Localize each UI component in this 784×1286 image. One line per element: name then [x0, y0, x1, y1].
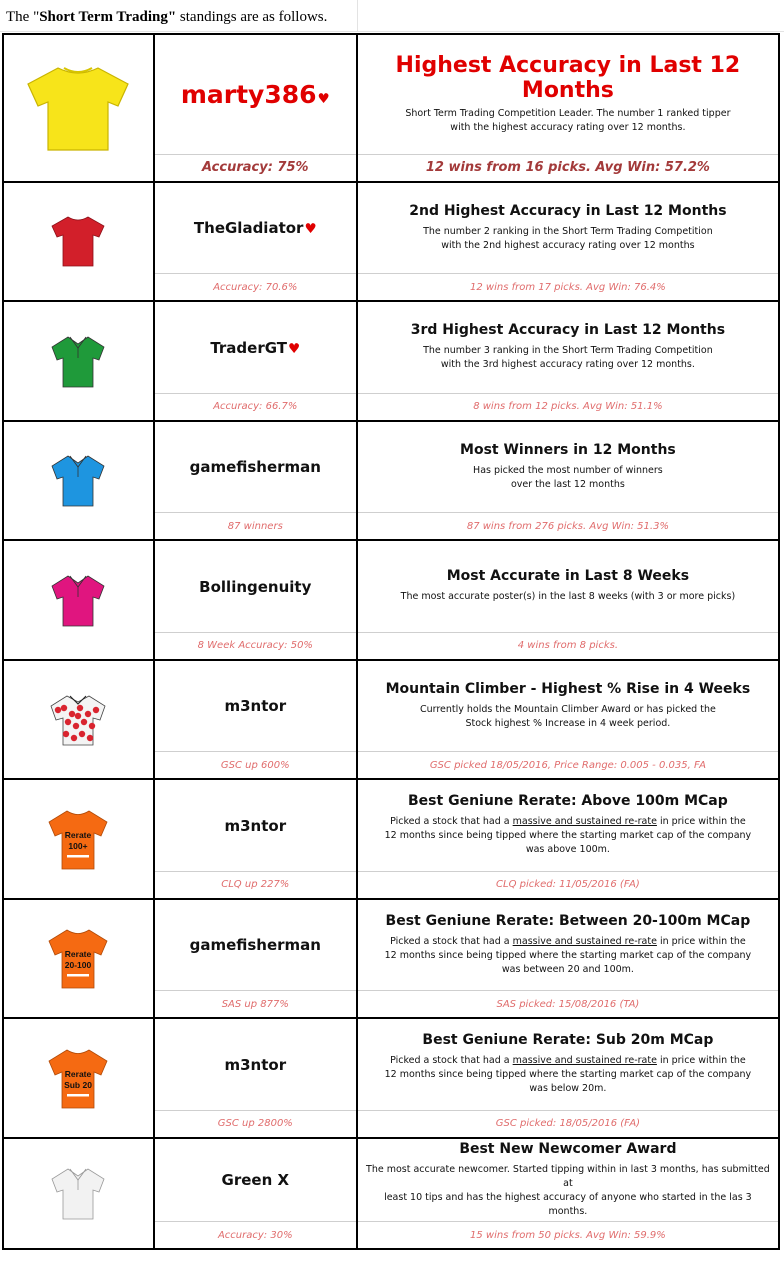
standing-row: [3, 899, 779, 991]
shirt-cell: [3, 1138, 154, 1250]
award-cell: [357, 34, 779, 154]
tipster-cell: [154, 540, 357, 632]
standing-row: [3, 779, 779, 871]
pick-detail: 87 wins from 276 picks. Avg Win: 51.3%: [357, 513, 779, 541]
award-cell: [357, 899, 779, 991]
rerate-shirt-icon: [4, 1045, 153, 1111]
tipster-name: TheGladiator: [193, 219, 304, 238]
shirt-cell: [3, 301, 154, 421]
award-title: Mountain Climber - Highest % Rise in 4 Weeks: [385, 680, 751, 697]
standing-row: [3, 182, 779, 274]
polo-shirt-icon: [4, 571, 153, 629]
tipster-cell: [154, 1018, 357, 1110]
tipster-name: Green X: [221, 1171, 290, 1190]
heart-icon: ♥: [317, 90, 330, 107]
pick-detail: 8 wins from 12 picks. Avg Win: 51.1%: [357, 393, 779, 421]
shirt-cell: [3, 182, 154, 302]
stat-value: GSC up 2800%: [154, 1110, 357, 1138]
polo-shirt-icon: [4, 1164, 153, 1222]
stat-value: Accuracy: 70.6%: [154, 274, 357, 302]
award-cell: [357, 1018, 779, 1110]
standings-table: [2, 33, 780, 1250]
award-title: Best New Newcomer Award: [459, 1140, 677, 1157]
standing-row: [3, 421, 779, 513]
sheet-gridline: [357, 0, 358, 32]
shirt-label-line1: Rerate: [65, 949, 92, 960]
pick-detail: 15 wins from 50 picks. Avg Win: 59.9%: [357, 1222, 779, 1250]
award-title: 2nd Highest Accuracy in Last 12 Months: [409, 202, 727, 219]
tipster-name: Bollingenuity: [199, 577, 312, 596]
stat-value: Accuracy: 66.7%: [154, 393, 357, 421]
award-description: Short Term Trading Competition Leader. The number 1 ranked tipper with the highest accuracy rating over 12 months.: [405, 108, 731, 134]
shirt-label-line1: Rerate: [65, 829, 92, 840]
pick-detail: 4 wins from 8 picks.: [357, 632, 779, 660]
award-description: Picked a stock that had a massive and sustained re-rate in price within the 12 months since being tipped where the starting market cap of the company was below 20m.: [384, 1055, 752, 1095]
stat-value: 87 winners: [154, 513, 357, 541]
polo-shirt-icon: [4, 451, 153, 509]
tipster-cell: [154, 182, 357, 274]
award-cell: [357, 1138, 779, 1222]
award-title: Most Accurate in Last 8 Weeks: [446, 568, 690, 585]
award-description: Currently holds the Mountain Climber Award or has picked the Stock highest % Increase in 4 week period.: [419, 703, 716, 729]
standing-row: [3, 301, 779, 393]
award-description: Picked a stock that had a massive and sustained re-rate in price within the 12 months since being tipped where the starting market cap of the company was above 100m.: [384, 816, 752, 856]
award-title: Best Geniune Rerate: Between 20-100m MCap: [385, 912, 751, 929]
pick-detail: 12 wins from 16 picks. Avg Win: 57.2%: [357, 154, 779, 182]
stat-value: 8 Week Accuracy: 50%: [154, 632, 357, 660]
tipster-name: marty386: [180, 79, 317, 109]
rerate-shirt-icon: [4, 806, 153, 872]
tipster-cell: [154, 34, 357, 154]
pick-detail: SAS picked: 15/08/2016 (TA): [357, 991, 779, 1019]
award-description: The most accurate newcomer. Started tipping within in last 3 months, has submitted at least 10 tips and has the highest accuracy of anyone who started in the las 3 months.: [366, 1163, 770, 1217]
tshirt-icon: [4, 62, 153, 154]
shirt-cell: [3, 1018, 154, 1138]
shirt-label-line2: Sub 20: [64, 1079, 93, 1090]
standing-row: [3, 34, 779, 154]
tipster-cell: [154, 301, 357, 393]
pick-detail: 12 wins from 17 picks. Avg Win: 76.4%: [357, 274, 779, 302]
pick-detail: CLQ picked: 11/05/2016 (FA): [357, 871, 779, 899]
stat-value: Accuracy: 30%: [154, 1222, 357, 1250]
award-description: Has picked the most number of winners over the last 12 months: [473, 464, 663, 490]
stat-value: SAS up 877%: [154, 991, 357, 1019]
award-title: Most Winners in 12 Months: [460, 441, 676, 458]
tipster-cell: [154, 1138, 357, 1222]
shirt-label-line2: 20-100: [65, 960, 92, 971]
tipster-name: TraderGT: [210, 338, 288, 357]
heart-icon: ♥: [288, 340, 301, 357]
award-title: Best Geniune Rerate: Above 100m MCap: [408, 793, 728, 810]
award-description: Picked a stock that had a massive and sustained re-rate in price within the 12 months since being tipped where the starting market cap of the company was between 20 and 100m.: [384, 935, 752, 975]
award-cell: [357, 182, 779, 274]
tipster-cell: [154, 779, 357, 871]
award-description: The number 3 ranking in the Short Term Trading Competition with the 3rd highest accuracy rating over 12 months.: [423, 345, 713, 371]
shirt-label-line2: 100+: [68, 840, 88, 851]
award-title: 3rd Highest Accuracy in Last 12 Months: [410, 322, 726, 339]
award-cell: [357, 301, 779, 393]
polka-dot-jersey-icon: [4, 690, 153, 748]
standing-row: [3, 1138, 779, 1222]
standing-row: [3, 1018, 779, 1110]
award-description: The number 2 ranking in the Short Term Trading Competition with the 2nd highest accuracy rating over 12 months: [423, 225, 713, 251]
standing-row: [3, 660, 779, 752]
standing-row: [3, 540, 779, 632]
heart-icon: ♥: [304, 221, 317, 238]
stat-value: GSC up 600%: [154, 752, 357, 780]
award-cell: [357, 779, 779, 871]
tshirt-icon: [4, 213, 153, 269]
tipster-cell: [154, 899, 357, 991]
shirt-cell: [3, 540, 154, 660]
tipster-cell: [154, 660, 357, 752]
pick-detail: GSC picked 18/05/2016, Price Range: 0.005 - 0.035, FA: [357, 752, 779, 780]
stat-value: Accuracy: 75%: [154, 154, 357, 182]
pick-detail: GSC picked: 18/05/2016 (FA): [357, 1110, 779, 1138]
intro-text: The "Short Term Trading" standings are as follows.: [6, 9, 328, 25]
award-cell: [357, 540, 779, 632]
tipster-name: m3ntor: [224, 816, 287, 835]
tipster-name: gamefisherman: [189, 458, 321, 477]
tipster-name: m3ntor: [224, 697, 287, 716]
stat-value: CLQ up 227%: [154, 871, 357, 899]
award-description: The most accurate poster(s) in the last 8 weeks (with 3 or more picks): [400, 591, 736, 603]
award-cell: [357, 660, 779, 752]
sheet-gridline: [0, 31, 784, 32]
shirt-cell: [3, 899, 154, 1019]
shirt-cell: [3, 421, 154, 541]
polo-shirt-icon: [4, 332, 153, 390]
shirt-cell: [3, 34, 154, 182]
rerate-shirt-icon: [4, 925, 153, 991]
award-cell: [357, 421, 779, 513]
award-title: Highest Accuracy in Last 12 Months: [395, 53, 741, 104]
shirt-cell: [3, 660, 154, 780]
award-title: Best Geniune Rerate: Sub 20m MCap: [422, 1032, 714, 1049]
shirt-label-line1: Rerate: [65, 1068, 92, 1079]
tipster-name: m3ntor: [224, 1055, 287, 1074]
tipster-name: gamefisherman: [189, 936, 321, 955]
shirt-cell: [3, 779, 154, 899]
tipster-cell: [154, 421, 357, 513]
